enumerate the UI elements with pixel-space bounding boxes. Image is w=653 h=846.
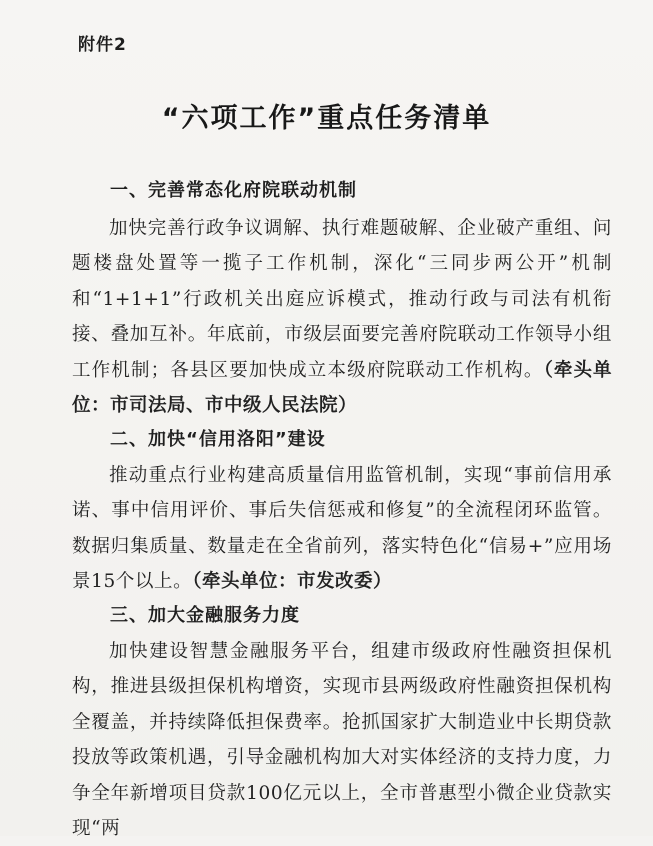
section-2-heading: 二、加快“信用洛阳”建设 [110, 429, 326, 450]
page-title: “六项工作”重点任务清单 [161, 103, 492, 134]
attachment-label: 附件2 [78, 35, 127, 55]
section-1-heading: 一、完善常态化府院联动机制 [110, 180, 357, 201]
section-2-lead-unit: （牵头单位：市发改委） [192, 571, 393, 593]
section-2-body: 推动重点行业构建高质量信用监管机制，实现“事前信用承诺、事中信用评价、事后失信惩戒和修复”的全流程闭环监管。数据归集质量、数量走在全省前列，落实特色化“信易+”应用场景15个以上。 [72, 465, 612, 593]
section-1-lead-unit: （牵头单位：市司法局、市中级人民法院） [72, 359, 612, 417]
section-1-body: 加快完善行政争议调解、执行难题破解、企业破产重组、问题楼盘处置等一揽子工作机制，深化“三同步两公开”机制和“1+1+1”行政机关出庭应诉模式，推动行政与司法有机衔接、叠加互补。年底前，市级层面要完善府院联动工作领导小组工作机制；各县区要加快成立本级府院联动工作机构。 [72, 218, 612, 381]
section-2-paragraph [72, 458, 612, 600]
section-3-body: 加快建设智慧金融服务平台，组建市级政府性融资担保机构，推进县级担保机构增资，实现市县两级政府性融资担保机构全覆盖，并持续降低担保费率。抢抓国家扩大制造业中长期贷款投放等政策机遇，引导金融机构加大对实体经济的支持力度，力争全年新增项目贷款100亿元以上，全市普惠型小微企业贷款实现“两 [72, 641, 612, 840]
section-3-paragraph [72, 634, 612, 846]
section-1-paragraph [72, 211, 612, 423]
section-3-heading: 三、加大金融服务力度 [110, 605, 300, 626]
